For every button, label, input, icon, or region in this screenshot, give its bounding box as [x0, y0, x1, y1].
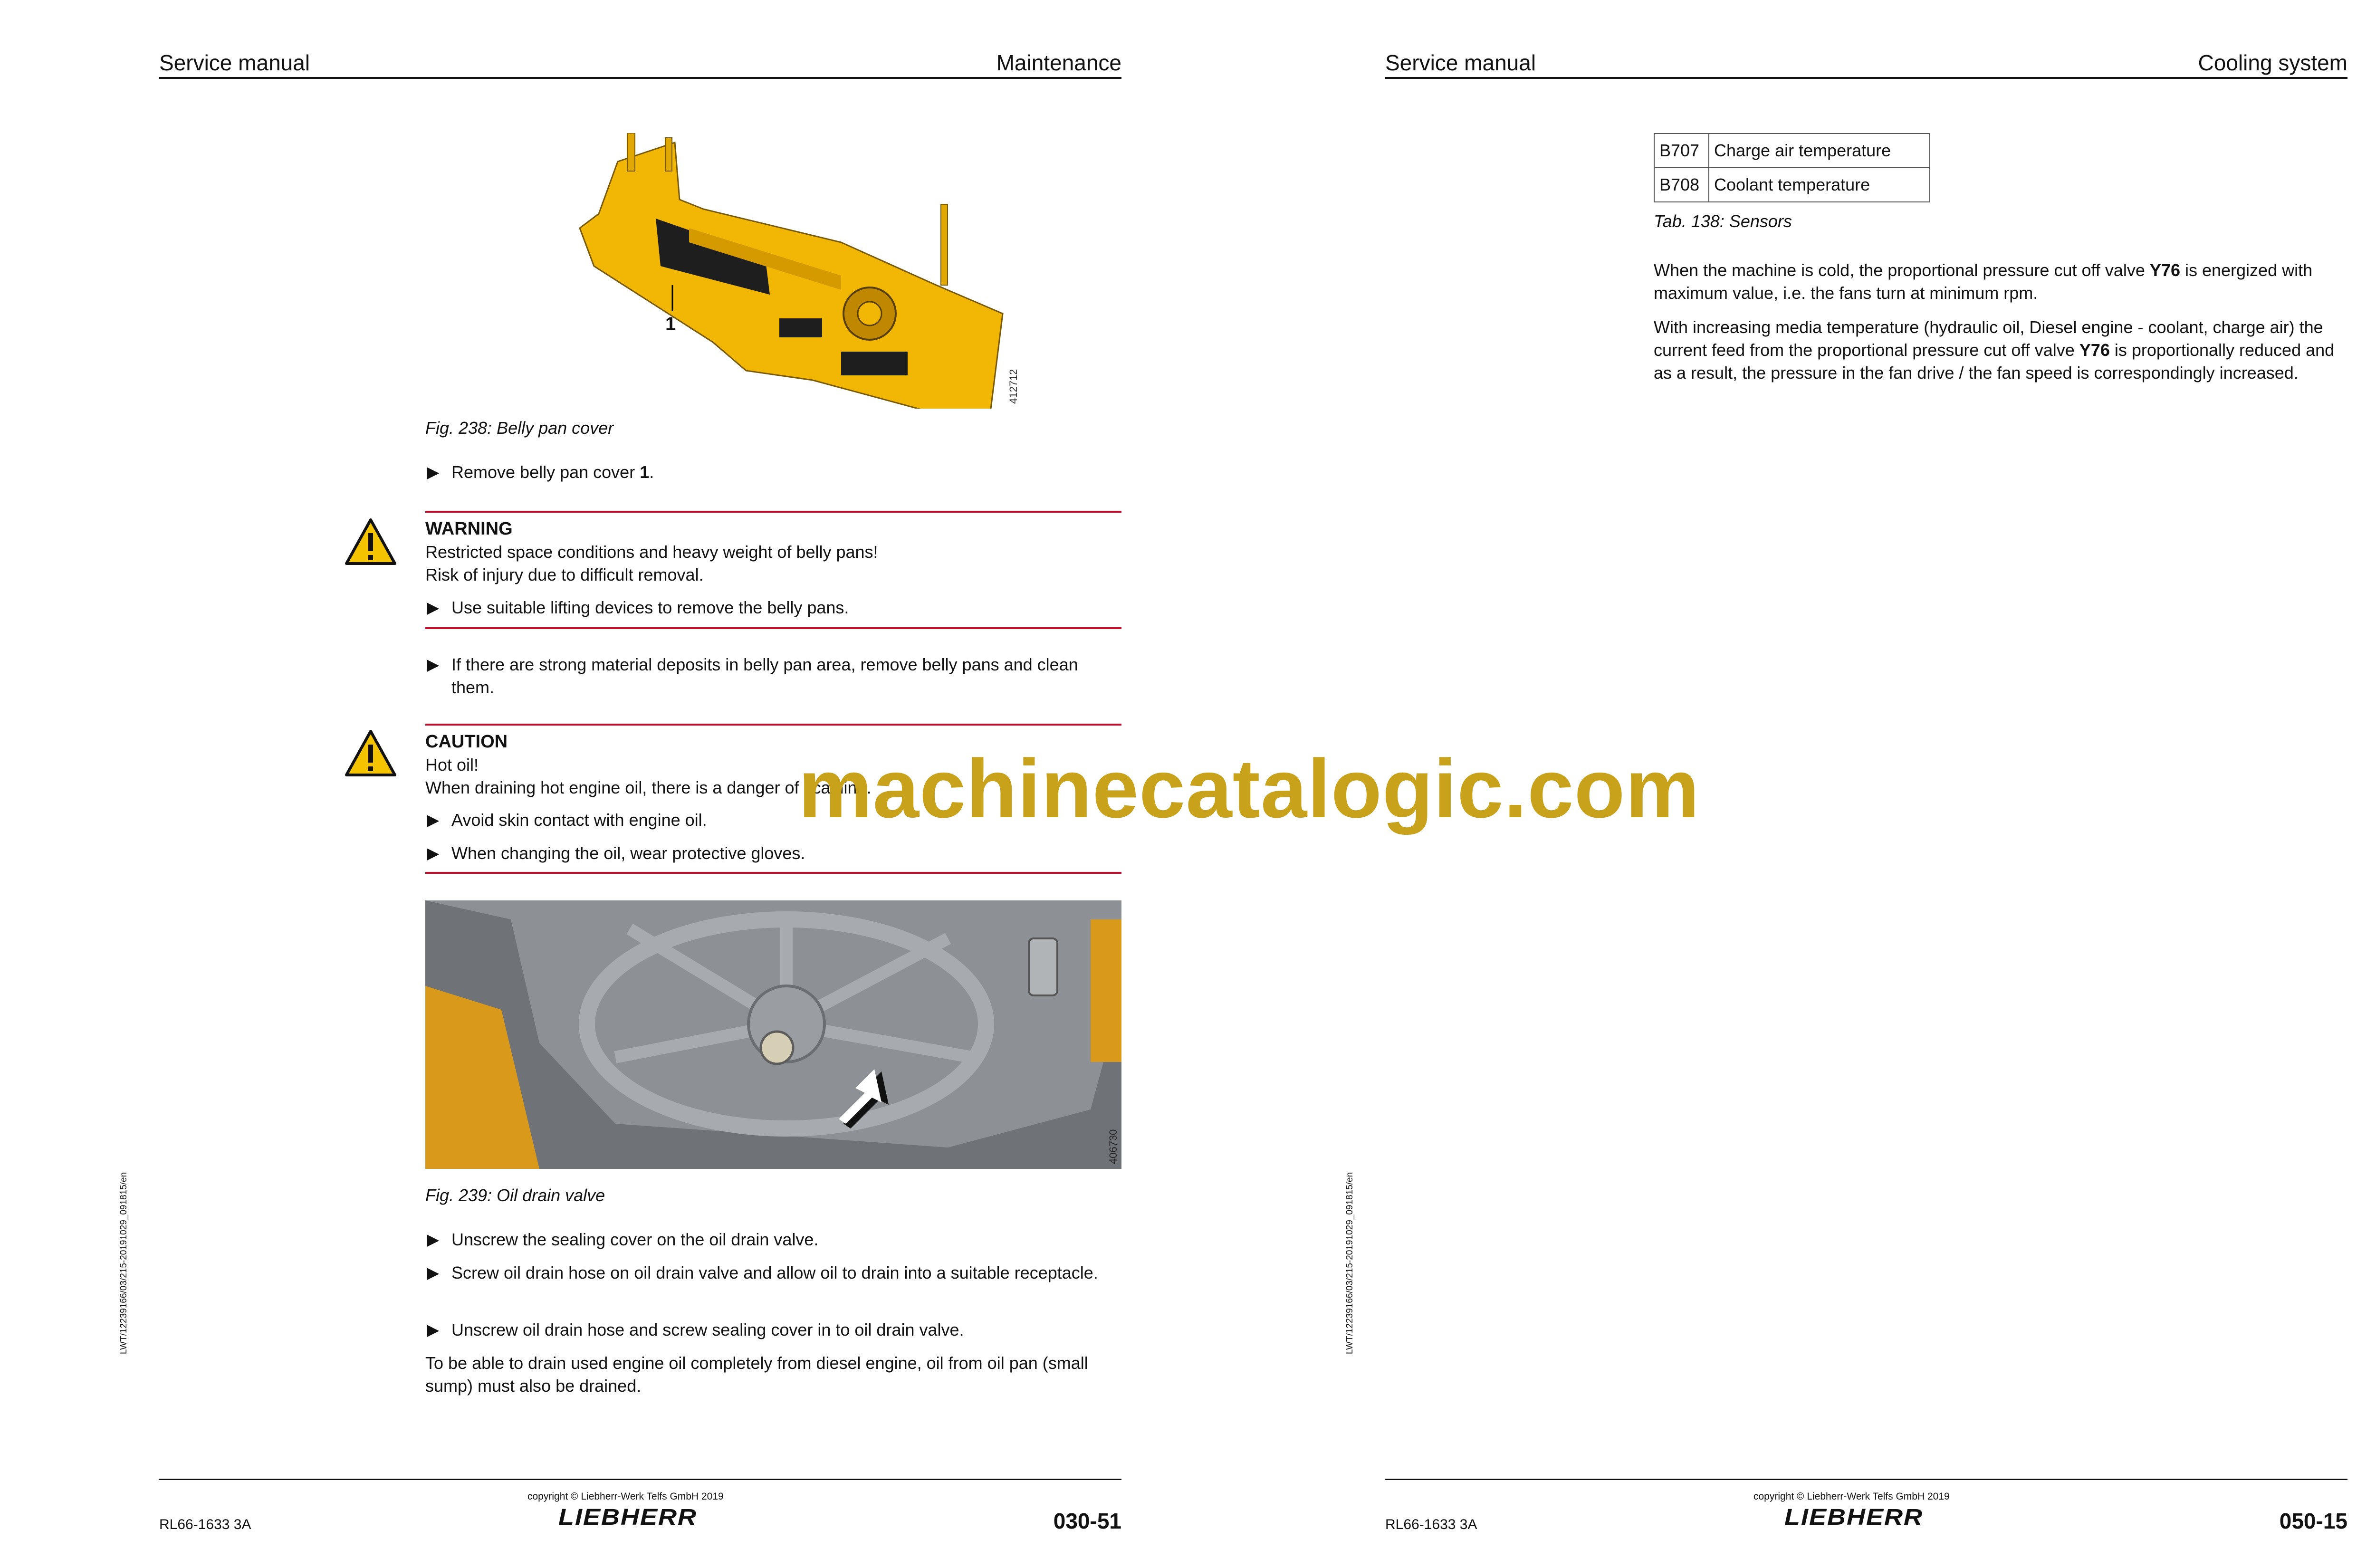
caution-triangle-icon	[345, 729, 397, 777]
bullet-triangle-icon: ▶	[427, 1264, 440, 1282]
paragraph-cold: When the machine is cold, the proportional pressure cut off valve Y76 is energized with maximum value, i.e. the fans turn at minimum rpm.	[1654, 260, 2313, 303]
sensor-table	[1654, 133, 1930, 202]
footer-page-number: 030-51	[1053, 1509, 1121, 1533]
warning-triangle-icon	[345, 518, 397, 565]
step-deposits: ▶ If there are strong material deposits in belly pan area, remove belly pans and clean them.	[425, 653, 1121, 699]
watermark: machinecatalogic.com	[798, 743, 1700, 835]
footer-doc-id: RL66-1633 3A	[159, 1517, 251, 1532]
caution-line2: When draining hot engine oil, there is a danger of scalding.	[425, 778, 872, 797]
bullet-triangle-icon: ▶	[427, 844, 440, 862]
bullet-triangle-icon: ▶	[427, 656, 440, 674]
bullet-triangle-icon: ▶	[427, 463, 440, 481]
footer-doc-id: RL66-1633 3A	[1385, 1517, 1477, 1532]
caution-step-2: ▶ When changing the oil, wear protective gloves.	[425, 842, 805, 865]
oil-drain-illustration	[425, 900, 1121, 1169]
bullet-triangle-icon: ▶	[427, 811, 440, 829]
warning-line1: Restricted space conditions and heavy weight of belly pans!	[425, 542, 878, 562]
drain-step-3: ▶ Unscrew oil drain hose and screw sealing cover in to oil drain valve.	[425, 1319, 964, 1341]
drain-step-2: ▶ Screw oil drain hose on oil drain valve and allow oil to drain into a suitable receptacle.	[425, 1262, 1121, 1284]
footer-page-number: 050-15	[2279, 1509, 2347, 1533]
step-remove-cover: ▶ Remove belly pan cover 1.	[425, 461, 654, 484]
liebherr-logo: LIEBHERR	[1784, 1504, 1924, 1530]
header-left: Service manual	[159, 50, 310, 75]
callout-1: 1	[665, 314, 676, 335]
warning-step: ▶ Use suitable lifting devices to remove the belly pans.	[425, 596, 849, 619]
table-row	[1654, 134, 1930, 168]
caution-top-rule	[425, 724, 1121, 726]
caution-title: CAUTION	[425, 732, 508, 752]
figure-number: 406730	[1107, 1129, 1119, 1164]
sensor-code: B707	[1654, 134, 1709, 168]
caution-line1: Hot oil!	[425, 755, 479, 774]
bullet-triangle-icon: ▶	[427, 1321, 440, 1339]
table-caption: Tab. 138: Sensors	[1654, 211, 1792, 231]
footer-rule	[1385, 1479, 2347, 1480]
warning-bottom-rule	[425, 627, 1121, 629]
figure-caption: Fig. 238: Belly pan cover	[425, 418, 614, 438]
sensor-desc: Charge air temperature	[1709, 134, 1930, 168]
header-right: Maintenance	[996, 50, 1121, 75]
drain-note: To be able to drain used engine oil completely from diesel engine, oil from oil pan (small sump) must also be drained.	[425, 1353, 1088, 1396]
side-code: LWT/12239166/03/215-20191029_091815/en	[119, 1172, 129, 1354]
caution-bottom-rule	[425, 872, 1121, 874]
belly-pan-illustration	[546, 133, 1022, 409]
figure-caption: Fig. 239: Oil drain valve	[425, 1186, 605, 1205]
figure-number: 412712	[1007, 369, 1019, 404]
footer-copyright: copyright © Liebherr-Werk Telfs GmbH 2019	[1753, 1491, 1950, 1502]
liebherr-logo: LIEBHERR	[558, 1504, 698, 1530]
header-rule	[1385, 77, 2347, 79]
header-rule	[159, 77, 1121, 79]
warning-title: WARNING	[425, 519, 513, 539]
oil-drain-photo	[425, 900, 1121, 1169]
warning-line2: Risk of injury due to difficult removal.	[425, 565, 704, 584]
bullet-triangle-icon: ▶	[427, 599, 440, 617]
header-right: Cooling system	[2198, 50, 2347, 75]
belly-pan-figure	[546, 133, 1022, 409]
warning-top-rule	[425, 511, 1121, 513]
sensor-code: B708	[1654, 168, 1709, 202]
paragraph-temperature: With increasing media temperature (hydraulic oil, Diesel engine - coolant, charge air) the current feed from the proportional pressure cut off valve Y76 is proportionally reduced and as a result, the pressure in the fan drive / the fan speed is correspondingly increased.	[1654, 317, 2335, 382]
table-row	[1654, 168, 1930, 202]
sensor-desc: Coolant temperature	[1709, 168, 1930, 202]
bullet-triangle-icon: ▶	[427, 1231, 440, 1249]
caution-step-1: ▶ Avoid skin contact with engine oil.	[425, 809, 707, 832]
drain-step-1: ▶ Unscrew the sealing cover on the oil drain valve.	[425, 1228, 818, 1251]
side-code: LWT/12239166/03/215-20191029_091815/en	[1345, 1172, 1355, 1354]
footer-rule	[159, 1479, 1121, 1480]
footer-copyright: copyright © Liebherr-Werk Telfs GmbH 2019	[527, 1491, 724, 1502]
header-left: Service manual	[1385, 50, 1536, 75]
